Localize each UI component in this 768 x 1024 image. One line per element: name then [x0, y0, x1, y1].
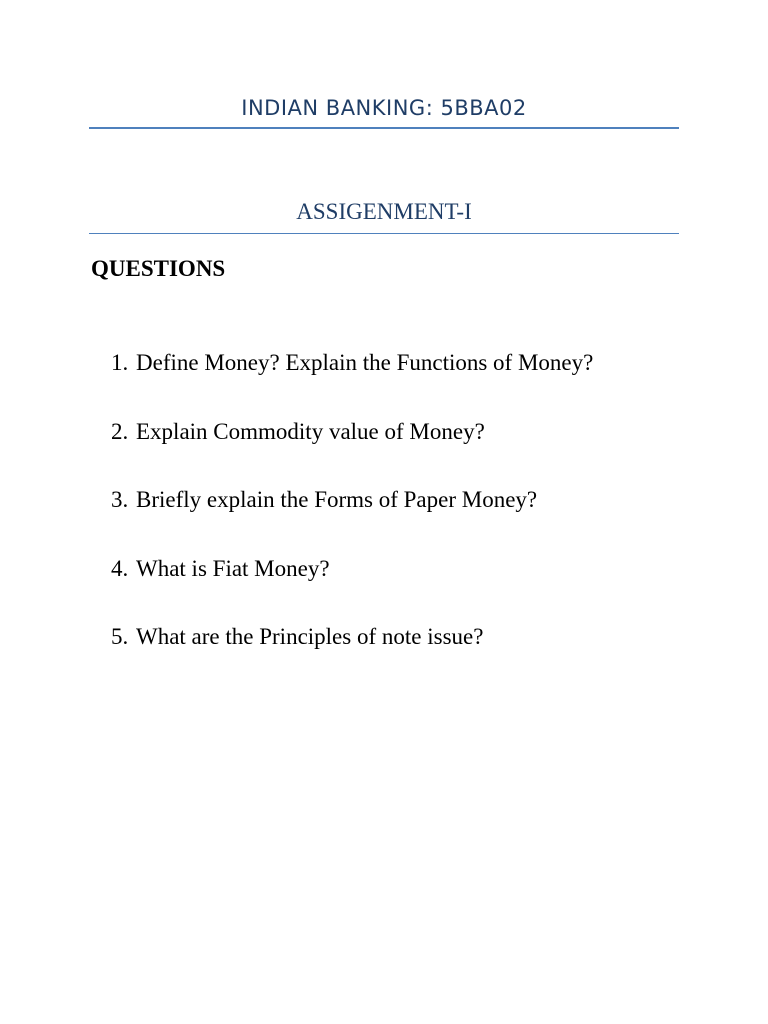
question-number: 2. — [111, 418, 129, 444]
title-underline — [89, 127, 679, 129]
question-item — [111, 620, 593, 689]
question-text: What are the Principles of note issue? — [136, 624, 484, 649]
question-list — [111, 346, 593, 689]
question-item — [111, 415, 593, 484]
questions-heading: QUESTIONS — [91, 256, 226, 281]
question-number: 1. — [111, 350, 129, 375]
course-title: INDIAN BANKING: 5BBA02 — [241, 96, 527, 120]
question-text: What is Fiat Money? — [136, 555, 330, 581]
question-text: Explain Commodity value of Money? — [136, 418, 485, 444]
question-text: Define Money? Explain the Functions of Money? — [136, 350, 594, 375]
question-item — [111, 483, 593, 552]
assignment-title: ASSIGENMENT-I — [296, 199, 472, 224]
question-number: 5. — [111, 624, 129, 649]
question-number: 4. — [111, 555, 129, 581]
question-item — [111, 552, 593, 621]
assignment-underline — [89, 233, 679, 234]
question-text: Briefly explain the Forms of Paper Money? — [136, 487, 538, 512]
question-item — [111, 346, 593, 415]
question-number: 3. — [111, 487, 129, 512]
